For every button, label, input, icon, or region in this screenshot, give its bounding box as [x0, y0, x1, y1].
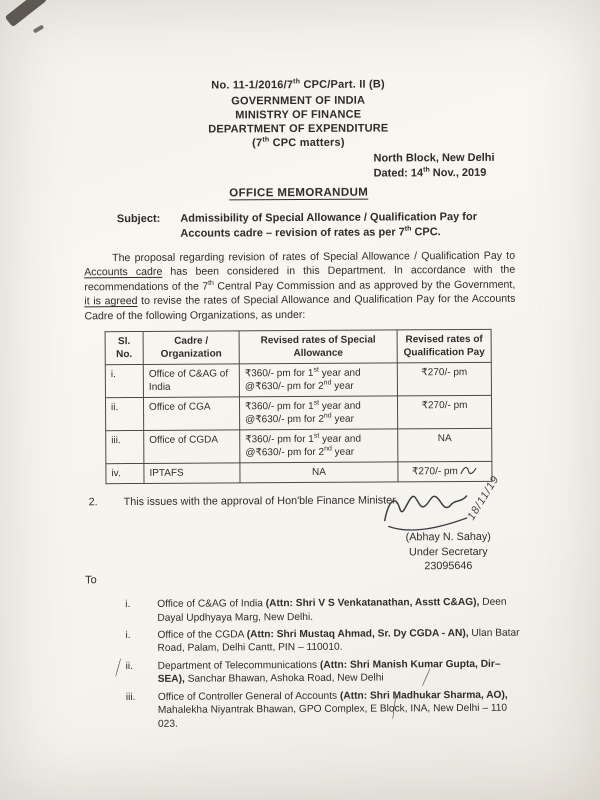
date-line: Dated: 14th Nov., 2019 [373, 166, 487, 180]
subject-row [117, 209, 599, 241]
signatory-block [406, 530, 491, 574]
recipient-text: Department of Telecommunications (Attn: Shri Manish Kumar Gupta, Dir– SEA), Sanchar Bhawan, Ashoka Road, New Delhi [157, 658, 501, 686]
cell-sl-no: iii. [106, 431, 144, 464]
subject-label: Subject: [116, 212, 161, 226]
pen-mark [115, 658, 121, 677]
cell-special-rate: ₹360/- pm for 1st year and @₹630/- pm for 2nd year [239, 363, 397, 397]
cell-special-rate: ₹360/- pm for 1st year and @₹630/- pm for 2nd year [240, 429, 398, 463]
cell-qual-pay: NA [398, 428, 492, 462]
cell-sl-no: i. [105, 365, 143, 398]
recipient-text: Office of Controller General of Accounts (Attn: Shri Madhukar Sharma, AO), Mahalekha Niyantrak Bhawan, GPO Complex, E Block, INA, New Delhi – 110 023. [157, 689, 508, 730]
cell-qual-pay [398, 461, 492, 482]
signatory-designation: Under Secretary [408, 545, 488, 558]
memo-title: OFFICE MEMORANDUM [229, 186, 369, 200]
cell-organization: Office of C&AG of India [143, 364, 239, 398]
table-row [106, 428, 492, 463]
recipient-list [1, 595, 600, 732]
handwritten-date: 18/11/19 [465, 473, 502, 523]
recipient-text: Office of C&AG of India (Attn: Shri V S Venkatanathan, Asstt C&AG), Deen Dayal Updhyaya Marg, New Delhi. [157, 596, 507, 624]
cell-special-rate: ₹360/- pm for 1st year and @₹630/- pm for 2nd year [239, 396, 397, 430]
cell-organization: IPTAFS [144, 463, 240, 484]
to-label: To [85, 574, 97, 587]
cell-sl-no: ii. [105, 398, 143, 431]
cell-organization: Office of CGA [143, 397, 239, 431]
signatory-phone: 23095646 [424, 560, 473, 573]
signatory-name: (Abhay N. Sahay) [405, 530, 491, 544]
recipient-marker: iii. [125, 691, 136, 703]
body-paragraph: The proposal regarding revision of rates of Special Allowance / Qualification Pay to Accounts cadre has been considered in this Department. In accordance with the recommendations of the 7th Central Pay Commission and as approved by the Government, it is agreed to revise the rates of Special Allowance and Qualification Pay for the Accounts Cadre of the following Organizations, as under: [84, 249, 516, 322]
government-line: GOVERNMENT OF INDIA [231, 94, 366, 108]
recipient-item [125, 627, 527, 656]
recipient-marker: i. [125, 629, 131, 642]
department-line: DEPARTMENT OF EXPENDITURE [208, 122, 389, 136]
recipient-item [126, 657, 528, 686]
header-qualification: Revised rates of Qualification Pay [397, 329, 491, 363]
table-header-row [105, 329, 491, 364]
cell-special-rate: NA [240, 462, 398, 483]
table-row [106, 461, 492, 483]
recipient-marker: i. [125, 599, 131, 611]
memo-title-row [0, 185, 599, 201]
recipient-item [125, 596, 527, 625]
cell-qual-text: ₹270/- pm [411, 466, 458, 478]
cpc-matters-line: (7th CPC matters) [252, 136, 345, 150]
header-special-allow: Revised rates of Special Allowance [239, 330, 397, 364]
cell-sl-no: iv. [106, 464, 144, 484]
cell-qual-pay: ₹270/- pm [397, 395, 491, 429]
header-sl-no: Sl. No. [105, 332, 143, 365]
subject-text: Admissibility of Special Allowance / Qualification Pay for Accounts cadre – revision of rates as per 7th CPC. [180, 210, 477, 240]
table-row [105, 395, 491, 430]
recipient-text: Office of the CGDA (Attn: Shri Mustaq Ahmad, Sr. Dy CGDA - AN), Ulan Batar Road, Palam, Delhi Cantt, PIN – 110010. [157, 627, 520, 655]
recipient-item [126, 688, 528, 731]
paragraph-number: 2. [88, 496, 98, 509]
recipient-marker: ii. [125, 660, 134, 672]
ministry-line: MINISTRY OF FINANCE [235, 108, 362, 122]
reference-number: No. 11-1/2016/7th CPC/Part. II (B) [211, 78, 385, 92]
signature-scribble [377, 486, 473, 533]
handwritten-tick-icon [460, 465, 478, 477]
place-line: North Block, New Delhi [373, 152, 495, 165]
cell-organization: Office of CGDA [144, 430, 240, 464]
approval-text: This issues with the approval of Hon'ble Finance Minister. [123, 494, 399, 509]
dateline-block [373, 151, 494, 180]
table-row [105, 362, 491, 397]
cell-qual-pay: ₹270/- pm [397, 362, 491, 396]
header-cadre-org: Cadre / Organization [143, 331, 239, 365]
rates-table [105, 329, 493, 484]
